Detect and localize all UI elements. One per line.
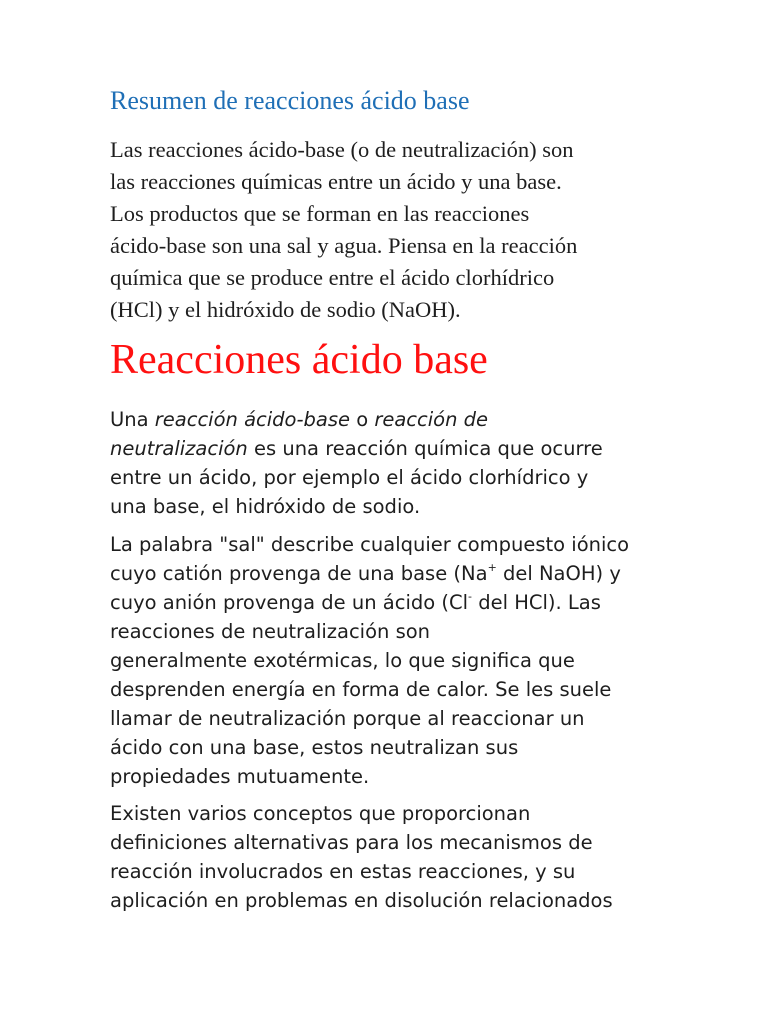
paragraph-line <box>110 588 655 617</box>
paragraph-line: ácido con una base, estos neutralizan sus <box>110 736 519 759</box>
text-run: cuyo catión provenga de una base (Na <box>110 562 488 585</box>
paragraph-line: propiedades mutuamente. <box>110 765 370 788</box>
italic-term: reacción ácido-base <box>154 408 351 431</box>
paragraph-line: reacción involucrados en estas reacciones, y su <box>110 860 576 883</box>
italic-term: reacción de <box>374 408 489 431</box>
paragraph-line: generalmente exotérmicas, lo que significa que <box>110 649 575 672</box>
paragraph-line: definiciones alternativas para los mecanismos de <box>110 831 593 854</box>
paragraph-line: La palabra "sal" describe cualquier compuesto iónico <box>110 533 630 556</box>
paragraph-line: entre un ácido, por ejemplo el ácido clorhídrico y <box>110 466 589 489</box>
paragraph-line <box>110 405 655 434</box>
paragraph-line: llamar de neutralización porque al reaccionar un <box>110 707 585 730</box>
paragraph-line <box>110 559 655 588</box>
summary-line: Los productos que se forman en las reacciones <box>110 201 530 226</box>
summary-paragraph <box>110 134 650 326</box>
italic-term: neutralización <box>110 437 248 460</box>
text-run: del NaOH) y <box>496 562 621 585</box>
text-run: o <box>350 408 375 431</box>
summary-line: (HCl) y el hidróxido de sodio (NaOH). <box>110 297 461 322</box>
paragraph-line: una base, el hidróxido de sodio. <box>110 495 421 518</box>
main-heading: Reacciones ácido base <box>110 337 488 383</box>
text-run: Una <box>110 408 155 431</box>
summary-line: ácido-base son una sal y agua. Piensa en la reacción <box>110 233 578 258</box>
paragraph-line: Existen varios conceptos que proporcionan <box>110 802 531 825</box>
summary-line: química que se produce entre el ácido clorhídrico <box>110 265 555 290</box>
summary-line: Las reacciones ácido-base (o de neutralización) son <box>110 137 574 162</box>
summary-heading: Resumen de reacciones ácido base <box>110 86 470 115</box>
text-run: es una reacción química que ocurre <box>247 437 603 460</box>
paragraph-line: aplicación en problemas en disolución relacionados <box>110 889 613 912</box>
definition-paragraph <box>110 405 655 521</box>
salt-paragraph <box>110 530 655 791</box>
concepts-paragraph <box>110 799 655 915</box>
superscript-charge: + <box>487 561 497 574</box>
paragraph-line: desprenden energía en forma de calor. Se les suele <box>110 678 612 701</box>
paragraph-line: reacciones de neutralización son <box>110 620 431 643</box>
paragraph-line <box>110 434 655 463</box>
summary-line: las reacciones químicas entre un ácido y una base. <box>110 169 562 194</box>
text-run: cuyo anión provenga de un ácido (Cl <box>110 591 469 614</box>
text-run: del HCl). Las <box>472 591 601 614</box>
superscript-charge: - <box>468 590 472 603</box>
